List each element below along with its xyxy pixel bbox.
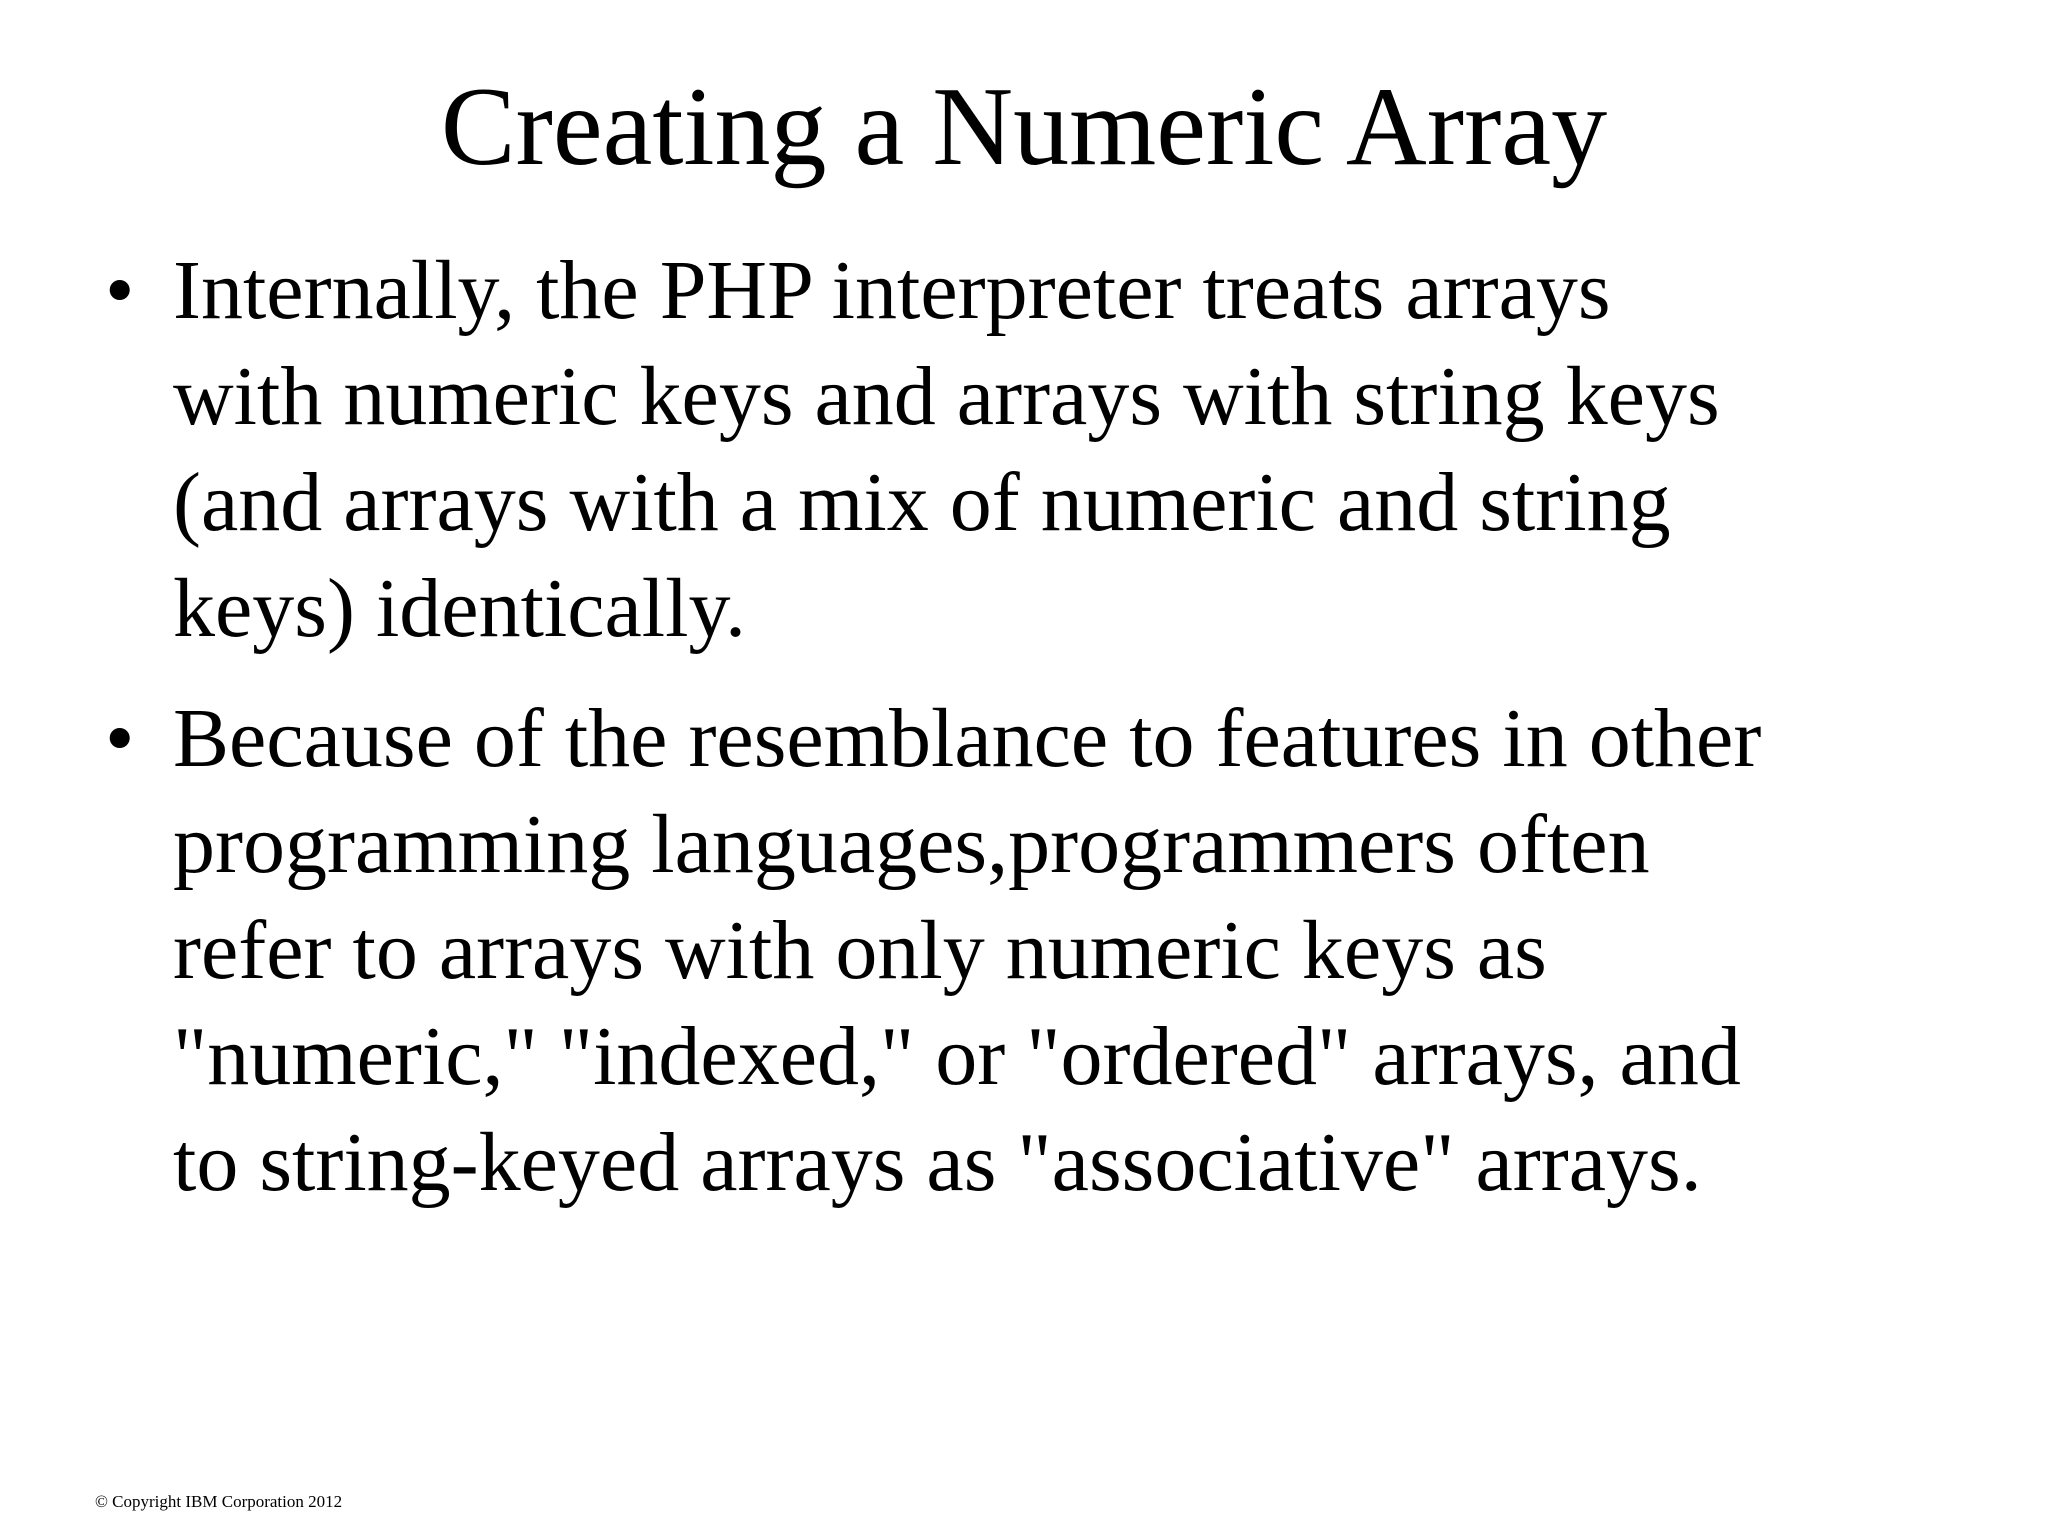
bullet-item bbox=[97, 686, 1977, 1216]
bullet-line: "numeric," "indexed," or "ordered" arrays, and bbox=[173, 1010, 1741, 1103]
bullet-line: with numeric keys and arrays with string keys bbox=[173, 350, 1720, 443]
bullet-line: keys) identically. bbox=[173, 562, 747, 655]
bullet-marker-icon: • bbox=[105, 692, 135, 785]
bullet-item bbox=[97, 238, 1977, 662]
copyright-footer: © Copyright IBM Corporation 2012 bbox=[95, 1492, 343, 1511]
bullet-line: Internally, the PHP interpreter treats arrays bbox=[173, 244, 1611, 337]
bullet-marker-icon: • bbox=[105, 244, 135, 337]
bullet-line: programming languages,programmers often bbox=[173, 798, 1650, 891]
bullet-line: refer to arrays with only numeric keys as bbox=[173, 904, 1547, 997]
bullet-line: to string-keyed arrays as "associative" arrays. bbox=[173, 1116, 1702, 1209]
slide-title: Creating a Numeric Array bbox=[440, 65, 1608, 189]
bullet-list bbox=[97, 238, 1977, 1216]
bullet-line: (and arrays with a mix of numeric and string bbox=[173, 456, 1671, 549]
bullet-line: Because of the resemblance to features in other bbox=[173, 692, 1762, 785]
